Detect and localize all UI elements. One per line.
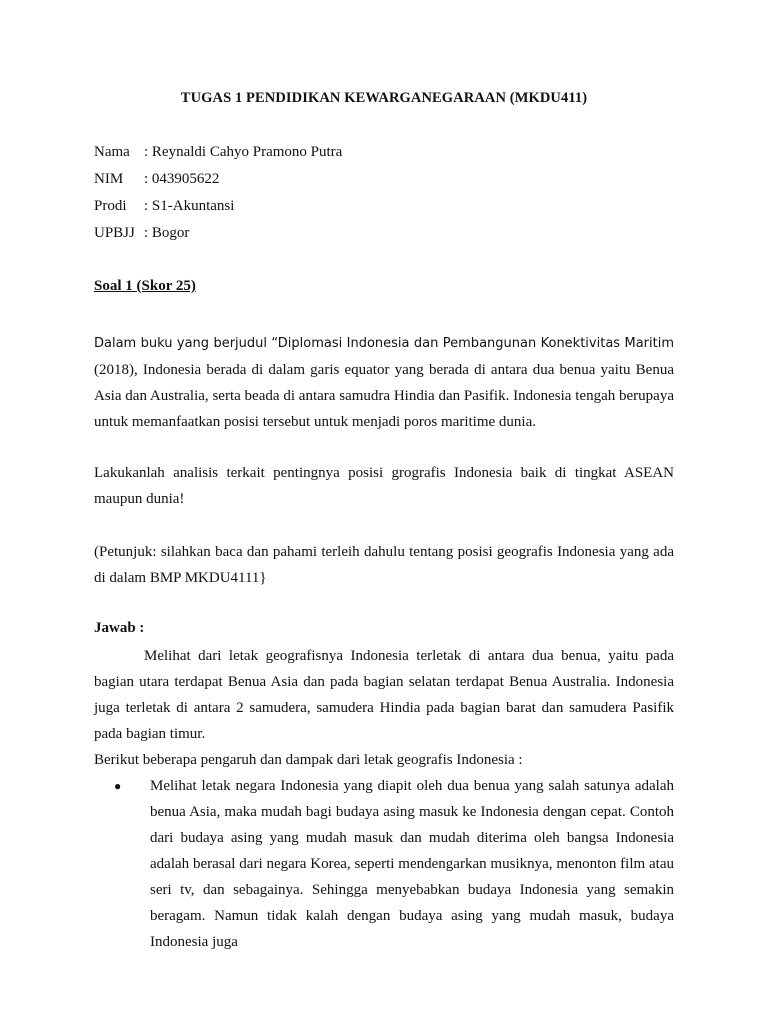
document-title: TUGAS 1 PENDIDIKAN KEWARGANEGARAAN (MKDU411) xyxy=(180,90,588,106)
identity-label: Nama xyxy=(94,144,130,160)
answer-heading: Jawab : xyxy=(94,620,145,636)
identity-value: : Reynaldi Cahyo Pramono Putra xyxy=(144,144,343,160)
question-intro-sans-text: Dalam buku yang berjudul “Diplomasi Indonesia dan Pembangunan Konektivitas Maritim xyxy=(94,336,674,351)
answer-paragraph-1: Melihat dari letak geografisnya Indonesia terletak di antara dua benua, yaitu pada bagian utara terdapat Benua Asia dan pada bagian selatan terdapat Benua Australia. Indonesia juga terletak di antara 2 samudera, samudera Hindia pada bagian barat dan samudera Pasifik pada bagian timur. xyxy=(94,648,674,742)
list-item-text: Melihat letak negara Indonesia yang diapit oleh dua benua yang salah satunya adalah benua Asia, maka mudah bagi budaya asing masuk ke Indonesia dengan cepat. Contoh dari budaya asing yang mudah masuk dan mudah diterima oleh bangsa Indonesia adalah berasal dari negara Korea, seperti mendengarkan musiknya, menonton film atau seri tv, dan sebagainya. Sehingga menyebabkan budaya Indonesia yang semakin beragam. Namun tidak kalah dengan budaya asing yang mudah masuk, budaya Indonesia juga xyxy=(150,778,674,950)
identity-label: UPBJJ xyxy=(94,225,135,241)
soal-heading: Soal 1 (Skor 25) xyxy=(94,278,196,294)
list-item xyxy=(94,773,674,955)
question-intro-paragraph xyxy=(94,330,674,435)
identity-value: : Bogor xyxy=(144,225,190,241)
identity-value: : S1-Akuntansi xyxy=(144,198,235,214)
identity-block xyxy=(94,141,342,249)
question-hint-paragraph: (Petunjuk: silahkan baca dan pahami terleih dahulu tentang posisi geografis Indonesia yang ada di dalam BMP MKDU4111} xyxy=(94,544,674,586)
identity-row-nim xyxy=(94,168,342,195)
identity-row-nama xyxy=(94,141,342,168)
identity-row-prodi xyxy=(94,195,342,222)
identity-row-upbjj xyxy=(94,222,342,249)
answer-paragraph-2: Berikut beberapa pengaruh dan dampak dari letak geografis Indonesia : xyxy=(94,752,523,768)
question-task-paragraph: Lakukanlah analisis terkait pentingnya posisi grografis Indonesia baik di tingkat ASEAN maupun dunia! xyxy=(94,465,674,507)
identity-label: Prodi xyxy=(94,198,127,214)
bullet-list xyxy=(94,773,674,955)
identity-label: NIM xyxy=(94,171,124,187)
bullet-dot-icon: ● xyxy=(114,779,122,793)
identity-value: : 043905622 xyxy=(144,171,220,187)
question-intro-text: (2018), Indonesia berada di dalam garis equator yang berada di antara dua benua yaitu Benua Asia dan Australia, serta beada di antara samudra Hindia dan Pasifik. Indonesia tengah berupaya untuk memanfaatkan posisi tersebut untuk menjadi poros maritime dunia. xyxy=(94,362,674,430)
